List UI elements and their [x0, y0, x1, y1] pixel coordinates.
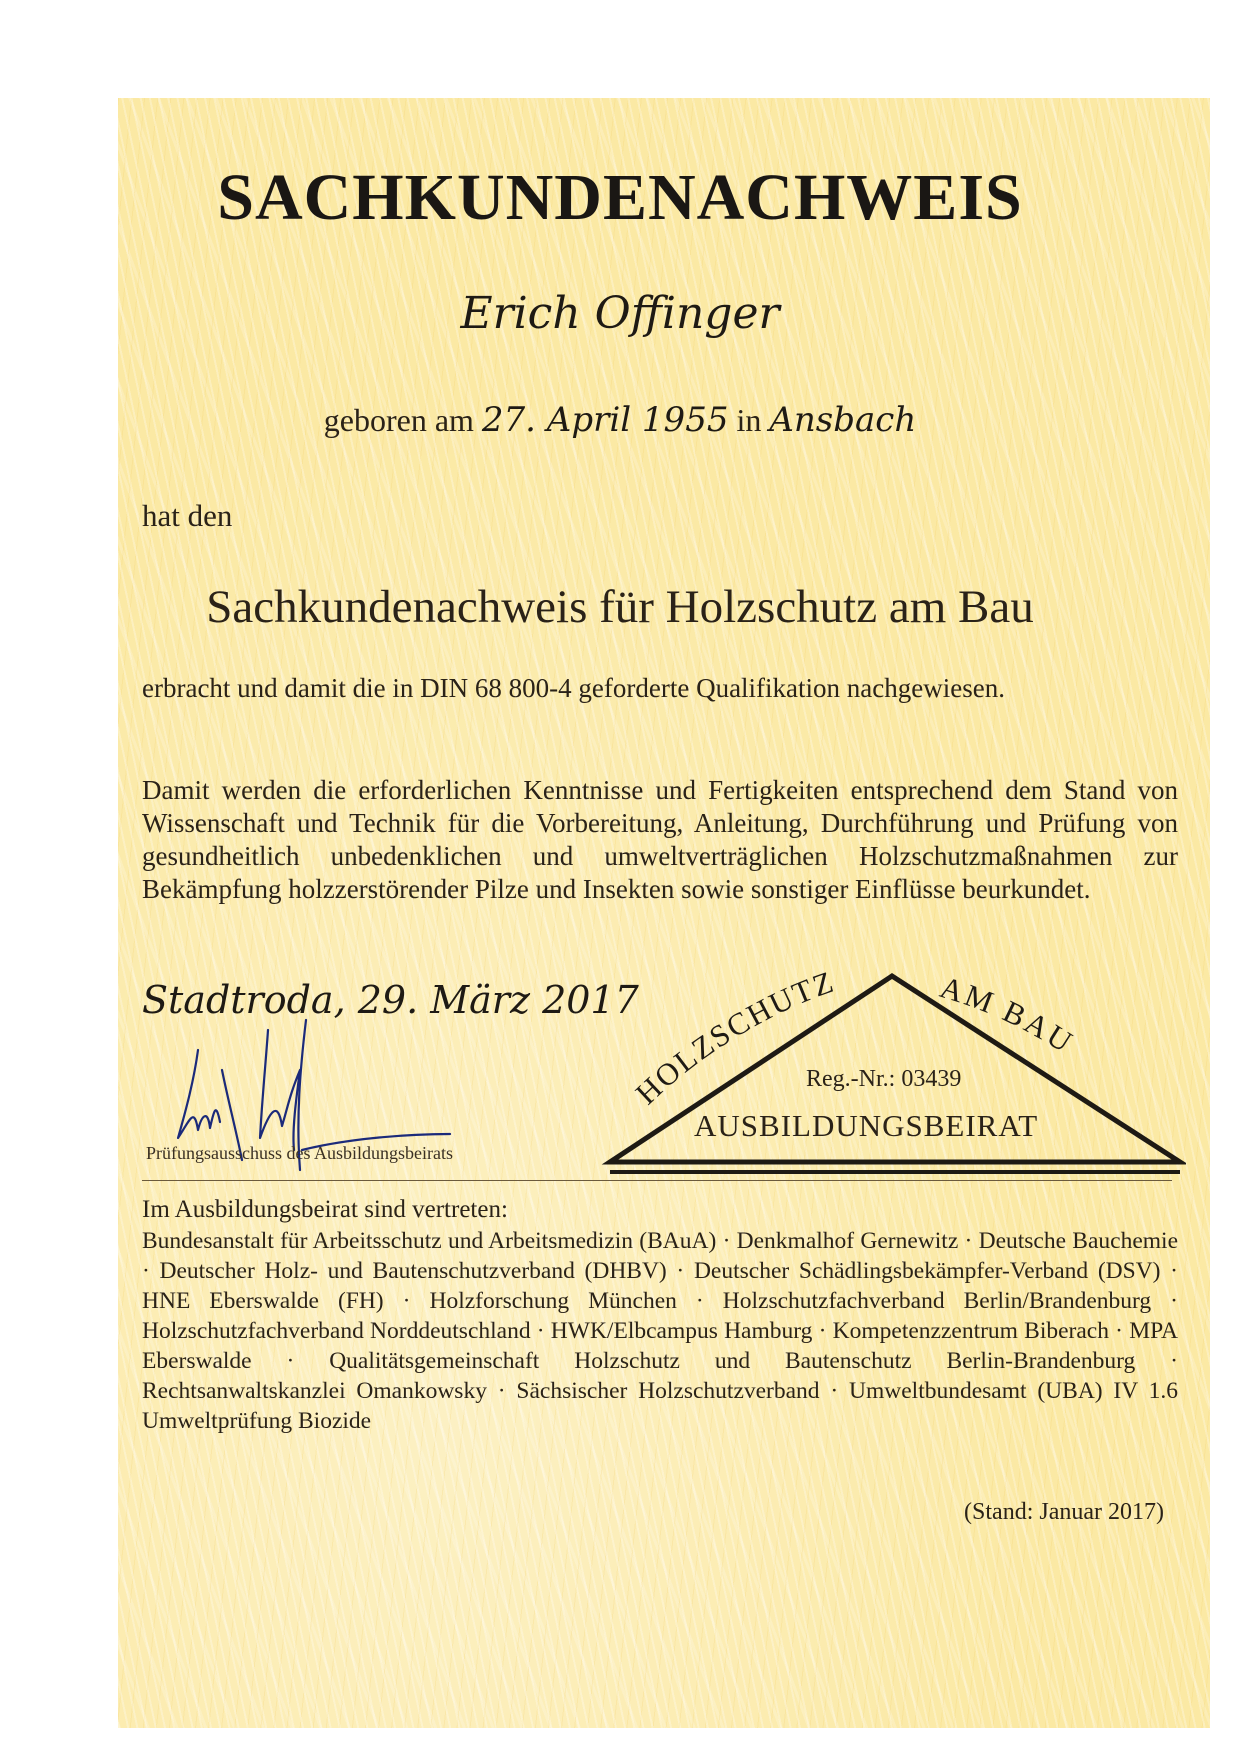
- scope-paragraph: Damit werden die erforderlichen Kenntnisse und Fertigkeiten entsprechend dem Stand von Wissenschaft und Technik für die Vorbereitung, Anleitung, Durchführung und Prüfung von gesundheitlich unbedenklichen und umweltverträglichen Holzschutzmaßnahmen zur Bekämpfung holzzerstörender Pilze und Insekten sowie sonstiger Einflüsse beurkundet.: [142, 775, 1178, 904]
- hat-den-text: hat den: [142, 498, 233, 533]
- stamp-arc-right: AM BAU: [936, 969, 1081, 1061]
- born-prefix: geboren am: [323, 402, 474, 438]
- members-heading: Im Ausbildungsbeirat sind vertreten:: [142, 1196, 508, 1223]
- stamp-reg-nr: Reg.-Nr.: 03439: [806, 1066, 962, 1092]
- qualification-paragraph: erbracht und damit die in DIN 68 800-4 geforderte Qualifikation nachgewiesen.: [142, 673, 1005, 703]
- birth-date: 27. April 1955: [481, 400, 729, 440]
- place-date: Stadtroda, 29. März 2017: [142, 978, 639, 1022]
- divider-line: [142, 1180, 1172, 1181]
- birth-place: Ansbach: [769, 400, 917, 440]
- members-list: Bundesanstalt für Arbeitsschutz und Arbeitsmedizin (BAuA) · Denkmalhof Gernewitz · Deutsche Bauchemie · Deutscher Holz- und Bautenschutzverband (DHBV) · Deutscher Schädlingsbekämpfer-Verband (DSV) · HNE Eberswalde (FH) · Holzforschung München · Holzschutzfachverband Berlin/Brandenburg · Holzschutzfachverband Norddeutschland · HWK/Elbcampus Hamburg · Kompetenzzentrum Biberach · MPA Eberswalde · Qualitätsgemeinschaft Holzschutz und Bautenschutz Berlin-Brandenburg · Rechtsanwaltskanzlei Omankowsky · Sächsischer Holzschutzverband · Umweltbundesamt (UBA) IV 1.6 Umweltprüfung Biozide: [142, 1228, 1178, 1434]
- stamp-arc-left: HOLZSCHUTZ: [628, 966, 840, 1112]
- signature-caption: Prüfungsausschuss des Ausbildungsbeirats: [146, 1143, 453, 1163]
- certificate-paper: [118, 98, 1210, 1728]
- svg-text:AM BAU: [936, 969, 1081, 1060]
- stand-date: (Stand: Januar 2017): [964, 1499, 1164, 1525]
- born-in: in: [736, 402, 762, 438]
- stamp-body-text: AUSBILDUNGSBEIRAT: [694, 1108, 1039, 1143]
- recipient-name: Erich Offinger: [460, 288, 780, 339]
- qualification-title: Sachkundenachweis für Holzschutz am Bau: [206, 581, 1034, 633]
- certificate-title: SACHKUNDENACHWEIS: [217, 161, 1023, 234]
- birth-line: [0, 400, 1240, 440]
